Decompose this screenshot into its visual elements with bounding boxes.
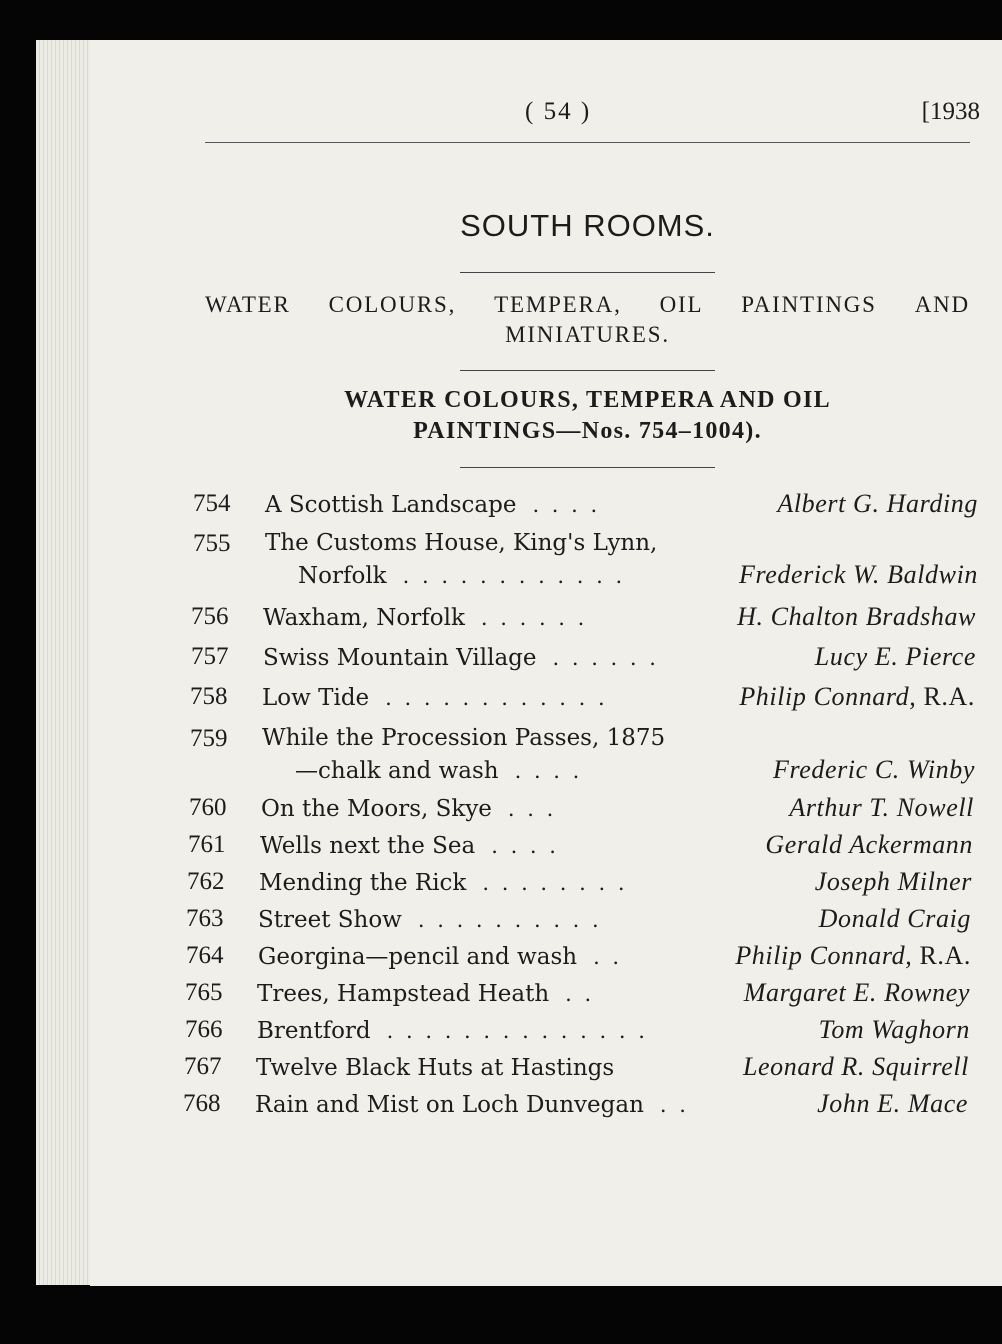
entry-number: 754 [193, 490, 231, 517]
catalogue-entries [183, 488, 978, 1121]
running-header [205, 98, 980, 138]
entry-leader-dots: . . . . . . [480, 606, 588, 630]
subtitle-word: TEMPERA, [494, 292, 622, 317]
catalogue-entry [193, 528, 978, 592]
entry-line [265, 528, 978, 559]
catalogue-entry [185, 977, 970, 1010]
artist-name: Arthur T. Nowell [789, 793, 974, 822]
catalogue-entry [184, 1051, 969, 1084]
header-year: [1938 [921, 98, 980, 125]
entry-title: Wells next the Sea [260, 833, 476, 859]
entry-artist [819, 903, 971, 934]
entry-line [265, 488, 978, 521]
entry-artist [735, 940, 971, 971]
artist-name: Donald Craig [818, 904, 971, 933]
entry-artist [815, 641, 976, 672]
entry-leader-dots: . . . . . . . . . . . . . . [386, 1019, 648, 1043]
artist-name: Margaret E. Rowney [743, 978, 970, 1007]
entry-title: Brentford [257, 1018, 371, 1044]
page-content [183, 40, 980, 1286]
page-edge-stack [36, 40, 96, 1285]
entry-number: 762 [187, 868, 225, 895]
entry-number: 758 [190, 683, 228, 710]
artist-name: Philip Connard, [735, 941, 913, 970]
catalogue-entry [193, 488, 978, 521]
subtitle-word: OIL [659, 292, 704, 317]
entry-line [257, 977, 970, 1010]
entry-line [260, 829, 973, 862]
catalogue-entry [190, 723, 975, 787]
entry-number: 756 [191, 603, 229, 630]
artist-name: Gerald Ackermann [765, 830, 973, 859]
entry-number: 755 [193, 530, 231, 557]
artist-name: John E. Mace [817, 1089, 968, 1118]
entry-number: 761 [188, 831, 226, 858]
entry-leader-dots: . . [565, 982, 595, 1006]
rooms-subtitle [205, 290, 970, 350]
entry-artist [815, 866, 972, 897]
entry-number: 759 [190, 725, 228, 752]
entry-number: 767 [184, 1053, 222, 1080]
artist-name: H. Chalton Bradshaw [737, 602, 976, 631]
entry-leader-dots: . . . . . . . . . . . . [402, 564, 626, 588]
entry-leader-dots: . . . . . . . . . . [417, 908, 602, 932]
section-heading-line-2: PAINTINGS—Nos. 754–1004). [413, 418, 762, 444]
entry-line [263, 601, 976, 634]
entry-line [257, 1014, 970, 1047]
subtitle-word: WATER [205, 292, 291, 317]
entry-artist [739, 559, 978, 590]
entry-title: On the Moors, Skye [261, 796, 492, 822]
entry-line [256, 1051, 969, 1084]
divider-rule [460, 467, 715, 468]
entry-title: While the Procession Passes, 1875 [262, 725, 666, 751]
entry-line [258, 940, 971, 973]
subtitle-line-1 [205, 290, 970, 320]
entry-title: Swiss Mountain Village [263, 645, 537, 671]
entry-title: The Customs House, King's Lynn, [265, 530, 658, 556]
entry-leader-dots: . . . . . . [552, 646, 659, 670]
entry-leader-dots: . . . . [491, 834, 559, 858]
entry-line-continued [295, 754, 975, 787]
entry-number: 764 [186, 942, 224, 969]
section-heading-line-1: WATER COLOURS, TEMPERA AND OIL [344, 387, 831, 413]
entry-artist [739, 681, 975, 712]
divider-rule [460, 272, 715, 273]
artist-name: Lucy E. Pierce [814, 642, 976, 671]
catalogue-entry [185, 1014, 970, 1047]
subtitle-word: COLOURS, [328, 292, 457, 317]
catalogue-entry [191, 641, 976, 674]
artist-name: Tom Waghorn [818, 1015, 970, 1044]
entry-artist [744, 977, 970, 1008]
entry-line [262, 681, 975, 714]
entry-title: Georgina—pencil and wash [258, 944, 578, 970]
artist-name: Frederick W. Baldwin [739, 560, 978, 589]
entry-title: Trees, Hampstead Heath [257, 981, 550, 1007]
catalogue-entry [186, 903, 971, 936]
entry-title: Low Tide [262, 685, 370, 711]
section-heading [205, 385, 970, 447]
artist-name: Leonard R. Squirrell [742, 1052, 969, 1081]
entry-leader-dots: . . . . [532, 493, 601, 517]
entry-line-continued [298, 559, 978, 592]
entry-artist [773, 754, 975, 785]
catalogue-entry [191, 601, 976, 634]
catalogue-page [90, 40, 1002, 1286]
entry-title: A Scottish Landscape [265, 492, 517, 518]
artist-name: Philip Connard, [739, 682, 917, 711]
entry-line [255, 1088, 968, 1121]
artist-suffix: R.A. [916, 682, 975, 711]
entry-title: Rain and Mist on Loch Dunvegan [255, 1092, 644, 1118]
subtitle-word: AND [914, 292, 970, 317]
entry-line [258, 903, 971, 936]
entry-artist [765, 829, 973, 860]
artist-name: Joseph Milner [814, 867, 972, 896]
entry-number: 768 [183, 1090, 221, 1117]
entry-title: Twelve Black Huts at Hastings [256, 1055, 615, 1081]
catalogue-entry [183, 1088, 968, 1121]
entry-leader-dots: . . . . . . . . [482, 871, 628, 895]
entry-title-continued: Norfolk [298, 563, 387, 589]
entry-artist [817, 1088, 968, 1119]
entry-number: 757 [191, 643, 229, 670]
catalogue-entry [187, 866, 972, 899]
catalogue-entry [189, 792, 974, 825]
entry-line [259, 866, 972, 899]
entry-number: 765 [185, 979, 223, 1006]
artist-suffix: R.A. [912, 941, 971, 970]
entry-leader-dots: . . . . [514, 759, 583, 783]
entry-title: Mending the Rick [259, 870, 467, 896]
entry-leader-dots: . . [659, 1093, 689, 1117]
entry-line [261, 792, 974, 825]
entry-title: Street Show [258, 907, 402, 933]
divider-rule [460, 370, 715, 371]
page-number: ( 54 ) [525, 98, 592, 125]
catalogue-entry [190, 681, 975, 714]
entry-leader-dots: . . . [507, 797, 557, 821]
entry-number: 766 [185, 1016, 223, 1043]
catalogue-entry [188, 829, 973, 862]
entry-title: Waxham, Norfolk [263, 605, 465, 631]
entry-artist [789, 792, 974, 823]
entry-leader-dots: . . . . . . . . . . . . [385, 686, 608, 710]
catalogue-entry [186, 940, 971, 973]
entry-artist [737, 601, 976, 632]
entry-title-continued: —chalk and wash [295, 758, 499, 784]
header-rule [205, 142, 970, 143]
entry-line [263, 641, 976, 674]
subtitle-line-2: MINIATURES. [505, 322, 670, 347]
entry-number: 763 [186, 905, 224, 932]
entry-artist [819, 1014, 970, 1045]
entry-number: 760 [189, 794, 227, 821]
entry-artist [777, 488, 978, 519]
entry-artist [743, 1051, 969, 1082]
page-title: SOUTH ROOMS. [460, 208, 715, 243]
artist-name: Albert G. Harding [777, 489, 978, 518]
entry-leader-dots: . . [593, 945, 623, 969]
subtitle-word: PAINTINGS [741, 292, 877, 317]
entry-line [262, 723, 975, 754]
artist-name: Frederic C. Winby [772, 755, 975, 784]
